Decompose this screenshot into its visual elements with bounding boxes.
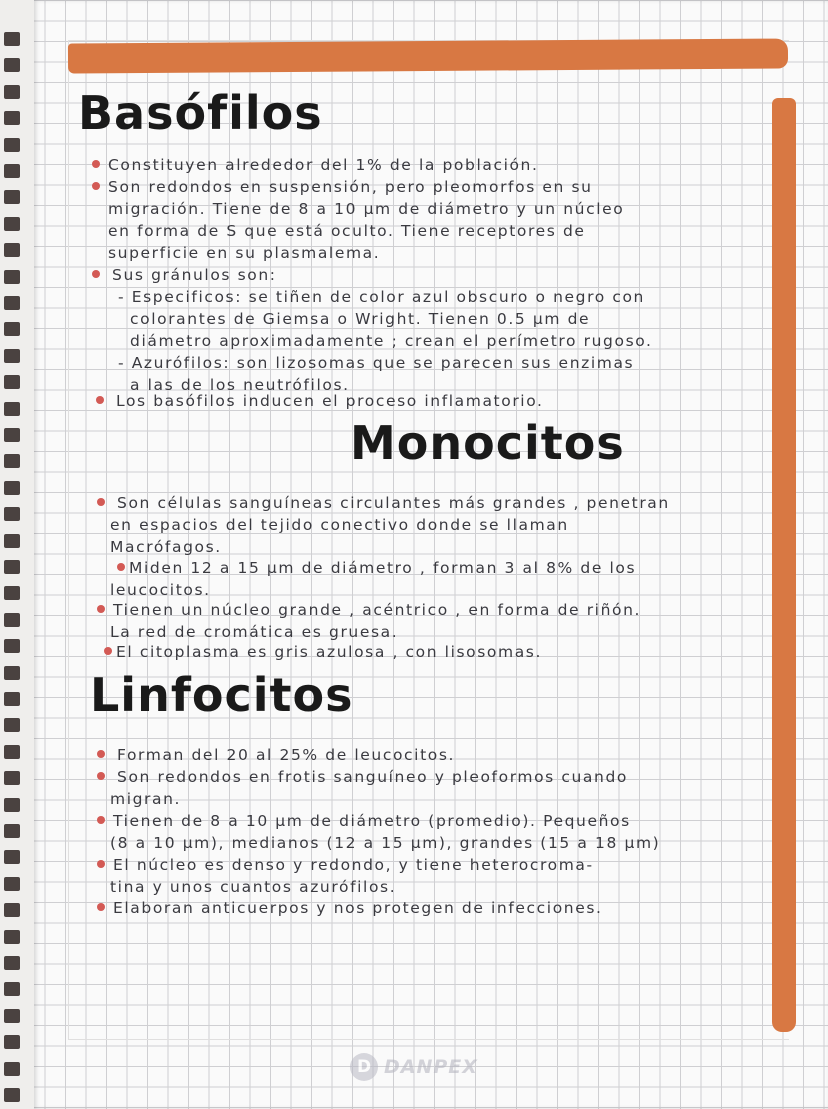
note-line: Miden 12 a 15 µm de diámetro , forman 3 al 8% de los: [129, 559, 637, 577]
note-line: a las de los neutrófilos.: [130, 376, 350, 394]
note-line: migración. Tiene de 8 a 10 µm de diámetro y un núcleo: [108, 200, 625, 218]
brand-name: DANPEX: [384, 1056, 478, 1078]
spiral-binding: [0, 0, 34, 1109]
binding-hole: [4, 402, 20, 416]
binding-hole: [4, 111, 20, 125]
heading-monocitos: Monocitos: [350, 416, 625, 470]
binding-hole: [4, 507, 20, 521]
note-line: diámetro aproximadamente ; crean el perímetro rugoso.: [130, 332, 653, 350]
note-line: Son redondos en frotis sanguíneo y pleoformos cuando: [117, 768, 628, 786]
binding-hole: [4, 1088, 20, 1102]
binding-hole: [4, 1062, 20, 1076]
binding-hole: [4, 349, 20, 363]
note-line: superficie en su plasmalema.: [108, 244, 381, 262]
binding-hole: [4, 956, 20, 970]
note-line: tina y unos cuantos azurófilos.: [110, 878, 397, 896]
note-line: colorantes de Giemsa o Wright. Tienen 0.5 µm de: [130, 310, 591, 328]
binding-hole: [4, 1035, 20, 1049]
binding-hole: [4, 454, 20, 468]
binding-hole: [4, 798, 20, 812]
bullet: [97, 903, 105, 911]
binding-hole: [4, 930, 20, 944]
bullet: [97, 750, 105, 758]
binding-hole: [4, 428, 20, 442]
note-line: - Azurófilos: son lizosomas que se parecen sus enzimas: [118, 354, 635, 372]
note-line: La red de cromática es gruesa.: [110, 623, 399, 641]
bullet: [92, 270, 100, 278]
note-line: migran.: [110, 790, 182, 808]
bullet: [96, 396, 104, 404]
binding-hole: [4, 296, 20, 310]
note-line: Sus gránulos son:: [112, 266, 277, 284]
heading-basofilos: Basófilos: [78, 86, 323, 140]
note-line: El citoplasma es gris azulosa , con lisosomas.: [116, 643, 543, 661]
binding-hole: [4, 639, 20, 653]
binding-hole: [4, 85, 20, 99]
binding-hole: [4, 217, 20, 231]
binding-hole: [4, 481, 20, 495]
note-line: Los basófilos inducen el proceso inflamatorio.: [116, 392, 544, 410]
note-line: (8 a 10 µm), medianos (12 a 15 µm), grandes (15 a 18 µm): [110, 834, 661, 852]
bullet: [97, 772, 105, 780]
note-line: - Especificos: se tiñen de color azul obscuro o negro con: [118, 288, 645, 306]
binding-hole: [4, 32, 20, 46]
binding-hole: [4, 560, 20, 574]
note-line: Elaboran anticuerpos y nos protegen de infecciones.: [113, 899, 603, 917]
binding-hole: [4, 586, 20, 600]
note-line: Tienen un núcleo grande , acéntrico , en forma de riñón.: [113, 601, 642, 619]
binding-hole: [4, 613, 20, 627]
note-line: Son células sanguíneas circulantes más grandes , penetran: [117, 494, 670, 512]
binding-hole: [4, 190, 20, 204]
note-line: en forma de S que está oculto. Tiene receptores de: [108, 222, 586, 240]
binding-hole: [4, 745, 20, 759]
binding-hole: [4, 164, 20, 178]
binding-hole: [4, 1009, 20, 1023]
binding-hole: [4, 270, 20, 284]
note-line: Forman del 20 al 25% de leucocitos.: [117, 746, 456, 764]
note-line: leucocitos.: [110, 581, 211, 599]
binding-hole: [4, 718, 20, 732]
binding-hole: [4, 58, 20, 72]
heading-linfocitos: Linfocitos: [90, 668, 354, 722]
binding-hole: [4, 903, 20, 917]
binding-hole: [4, 666, 20, 680]
note-line: Tienen de 8 a 10 µm de diámetro (promedio). Pequeños: [113, 812, 631, 830]
binding-hole: [4, 982, 20, 996]
binding-hole: [4, 322, 20, 336]
bullet: [97, 498, 105, 506]
side-accent-bar: [772, 98, 796, 1032]
note-line: en espacios del tejido conectivo donde se llaman: [110, 516, 569, 534]
binding-hole: [4, 771, 20, 785]
bullet: [97, 860, 105, 868]
binding-hole: [4, 692, 20, 706]
note-line: El núcleo es denso y redondo, y tiene heterocroma-: [113, 856, 594, 874]
bullet: [104, 647, 112, 655]
bullet: [97, 605, 105, 613]
binding-hole: [4, 850, 20, 864]
binding-hole: [4, 534, 20, 548]
binding-hole: [4, 138, 20, 152]
top-accent-bar: [68, 38, 788, 73]
binding-hole: [4, 824, 20, 838]
bullet: [92, 160, 100, 168]
bullet: [97, 816, 105, 824]
binding-hole: [4, 243, 20, 257]
brand-logo: [350, 1053, 478, 1081]
bullet: [117, 563, 125, 571]
binding-hole: [4, 877, 20, 891]
logo-icon: D: [350, 1053, 378, 1081]
note-line: Macrófagos.: [110, 538, 222, 556]
binding-hole: [4, 375, 20, 389]
bullet: [92, 182, 100, 190]
note-line: Son redondos en suspensión, pero pleomorfos en su: [108, 178, 593, 196]
note-line: Constituyen alrededor del 1% de la población.: [108, 156, 539, 174]
